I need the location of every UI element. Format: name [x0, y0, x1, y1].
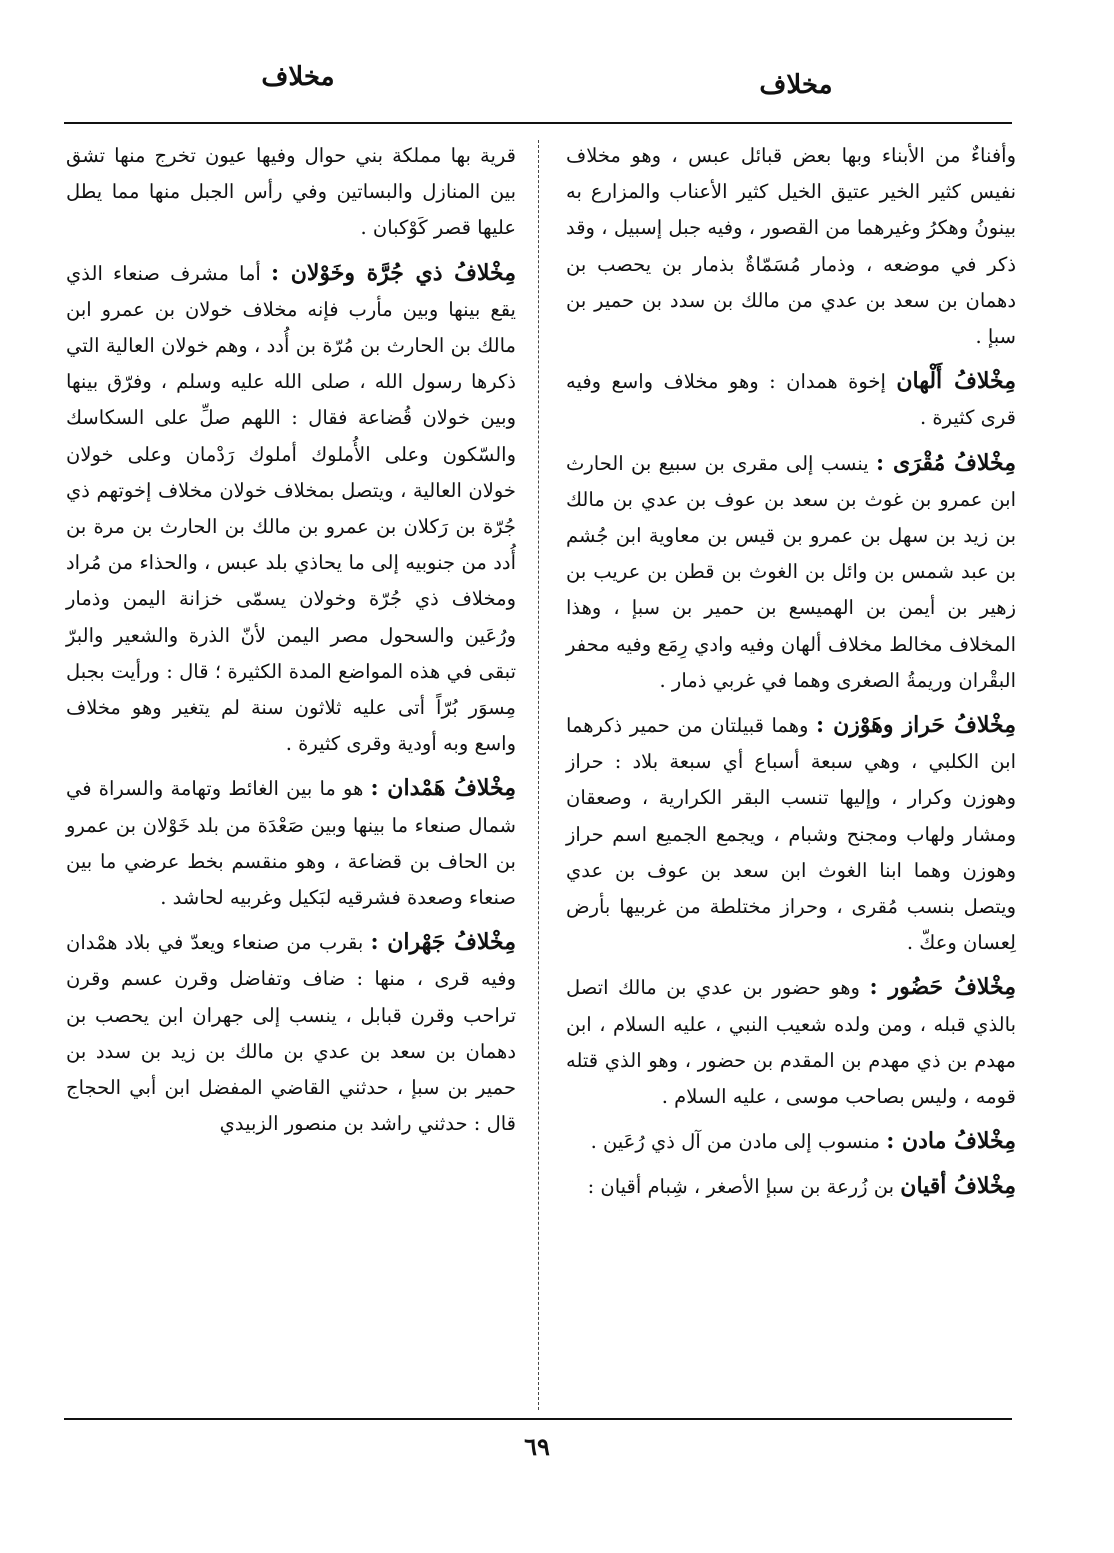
entry-text: هو ما بين الغائط وتهامة والسراة في شمال صنعاء ما بينها وبين صَعْدَة من بلد خَوْلان بن عمرو بن الحاف بن قضاعة ، وهو منقسم بخط عرضي ما بين صنعاء وصعدة فشرقيه لبَكيل وغربيه لحاشد . — [66, 777, 516, 910]
entry-text: منسوب إلى مادن من آل ذي رُعَين . — [590, 1130, 880, 1154]
footer-rule — [64, 1418, 1012, 1420]
entry-text: ينسب إلى مقرى بن سبيع بن الحارث ابن عمرو بن غوث بن سعد بن عوف بن عدي بن مالك بن زيد بن سهل بن عمرو بن قيس بن معاوية ابن جُشم بن عبد شمس بن وائل بن الغوث بن قطن بن عريب بن زهير بن أيمن بن الهميسع بن حمير بن سبإ ، وهذا المخلاف مخالط مخلاف ألهان وفيه وادي رِمَع وفيه محفر البقْران وريمةُ الصغرى وهما في غربي ذمار . — [566, 451, 1016, 692]
entry-text: وهو حضور بن عدي بن مالك اتصل بالذي قبله ، ومن ولده شعيب النبي ، عليه السلام ، ابن مهدم بن ذي مهدم بن المقدم بن حضور ، وهو الذي قتله قومه ، وليس بصاحب موسى ، عليه السلام . — [566, 976, 1016, 1109]
entry-text: أما مشرف صنعاء الذي يقع بينها وبين مأرب فإنه مخلاف خولان بن عمرو ابن مالك بن الحارث بن مُرّة بن أُدد ، وهم خولان العالية التي ذكرها رسول الله ، صلى الله عليه وسلم ، وفرّق بينها وبين خولان قُضاعة فقال : اللهم صلِّ على السكاسك والسّكون وعلى الأُملوك أملوك رَدْمان وعلى خولان خولان العالية ، ويتصل بمخلاف خولان مخلاف إخوتهم ذي جُرّة بن رَكلان بن عمرو بن مالك بن الحارث بن مرة بن أُدد من جنوبيه إلى ما يحاذي بلد عبس ، والحذاء من مُراد ومخلاف ذي جُرّة وخولان يسمّى خزانة اليمن وذمار ورُعَين والسحول مصر اليمن لأنّ الذرة والشعير والبرّ تبقى في هذه المواضع المدة الكثيرة ؛ قال : ورأيت بجبل مِسوَر بُرّاً أتى عليه ثلاثون سنة لم يتغير وهو مخلاف واسع وبه أودية وقرى كثيرة . — [66, 261, 516, 756]
entry-headword: مِخْلافُ حَضُور : — [869, 974, 1016, 1001]
dictionary-entry — [66, 770, 516, 916]
dictionary-entry — [566, 1123, 1016, 1160]
entry-headword: مِخْلافُ هَمْدان : — [370, 775, 516, 802]
dictionary-entry — [66, 255, 516, 763]
page-number: ٦٩ — [524, 1432, 550, 1461]
right-column — [566, 138, 1016, 1214]
header-rule — [64, 122, 1012, 124]
entry-headword: مِخْلافُ ذي جُرَّة وخَوْلان : — [271, 259, 516, 286]
dictionary-entry — [566, 445, 1016, 699]
entry-headword: مِخْلافُ جَهْران : — [370, 929, 516, 956]
entry-headword: مِخْلافُ أقيان — [900, 1173, 1016, 1200]
entry-text: وأفناءٌ من الأبناء وبها بعض قبائل عبس ، وهو مخلاف نفيس كثير الخير عتيق الخيل كثير الأعناب والمزارع به بينونُ وهكرُ وغيرهما من القصور ، وفيه جبل إسبيل ، وقد ذكر في موضعه ، وذمار مُسَمّاةٌ بذمار بن يحصب بن دهمان بن سعد بن عدي من مالك بن سدد بن حمير بن سبإ . — [566, 144, 1016, 349]
entry-headword: مِخْلافُ حَراز وهَوْزن : — [815, 712, 1016, 739]
entry-text: قرية بها مملكة بني حوال وفيها عيون تخرج منها تشق بين المنازل والبساتين وفي رأس الجبل منها مما يطل عليها قصر كَوْكبان . — [66, 144, 516, 240]
entry-text: بن زُرعة بن سبإ الأصغر ، شِبام أقيان : — [587, 1175, 895, 1199]
dictionary-entry — [566, 707, 1016, 961]
entry-headword: مِخْلافُ أَلْهان — [896, 368, 1016, 395]
running-header-right: مخلاف — [759, 70, 833, 100]
entry-text: بقرب من صنعاء ويعدّ في بلاد همْدان وفيه قرى ، منها : ضاف وتفاضل وقرن عسم وقرن تراحب وقرن قبابل ، ينسب إلى جهران ابن يحصب بن دهمان بن سعد بن عدي بن مالك بن زيد بن سدد بن حمير بن سبإ ، حدثني القاضي المفضل ابن أبي الحجاج قال : حدثني راشد بن منصور الزبيدي — [66, 931, 516, 1136]
column-divider — [538, 140, 539, 1410]
entry-headword: مِخْلافُ مادن : — [886, 1128, 1016, 1155]
entry-text: إخوة همدان : وهو مخلاف واسع وفيه قرى كثيرة . — [566, 370, 1016, 430]
running-header-left: مخلاف — [261, 62, 335, 92]
entry-text: وهما قبيلتان من حمير ذكرهما ابن الكلبي ، وهي سبعة أسباع أي سبعة بلاد : حراز وهوزن وكرار ، وإليها تنسب البقر الكرارية ، وصعقان ومشار ولهاب ومجنح وشبام ، ويجمع الجميع اسم حراز وهوزن وهما ابنا الغوث ابن سعد بن عوف بن عدي ويتصل بنسب مُقرى ، وحراز مختلطة من غربيها بأرض لِعسان وعكّ . — [566, 714, 1016, 955]
dictionary-entry — [66, 138, 516, 247]
dictionary-entry — [566, 138, 1016, 355]
dictionary-entry — [66, 924, 516, 1142]
dictionary-entry — [566, 1168, 1016, 1205]
dictionary-entry — [566, 969, 1016, 1115]
dictionary-entry — [566, 363, 1016, 436]
left-column — [66, 138, 516, 1150]
entry-headword: مِخْلافُ مُقْرَى : — [876, 449, 1017, 476]
